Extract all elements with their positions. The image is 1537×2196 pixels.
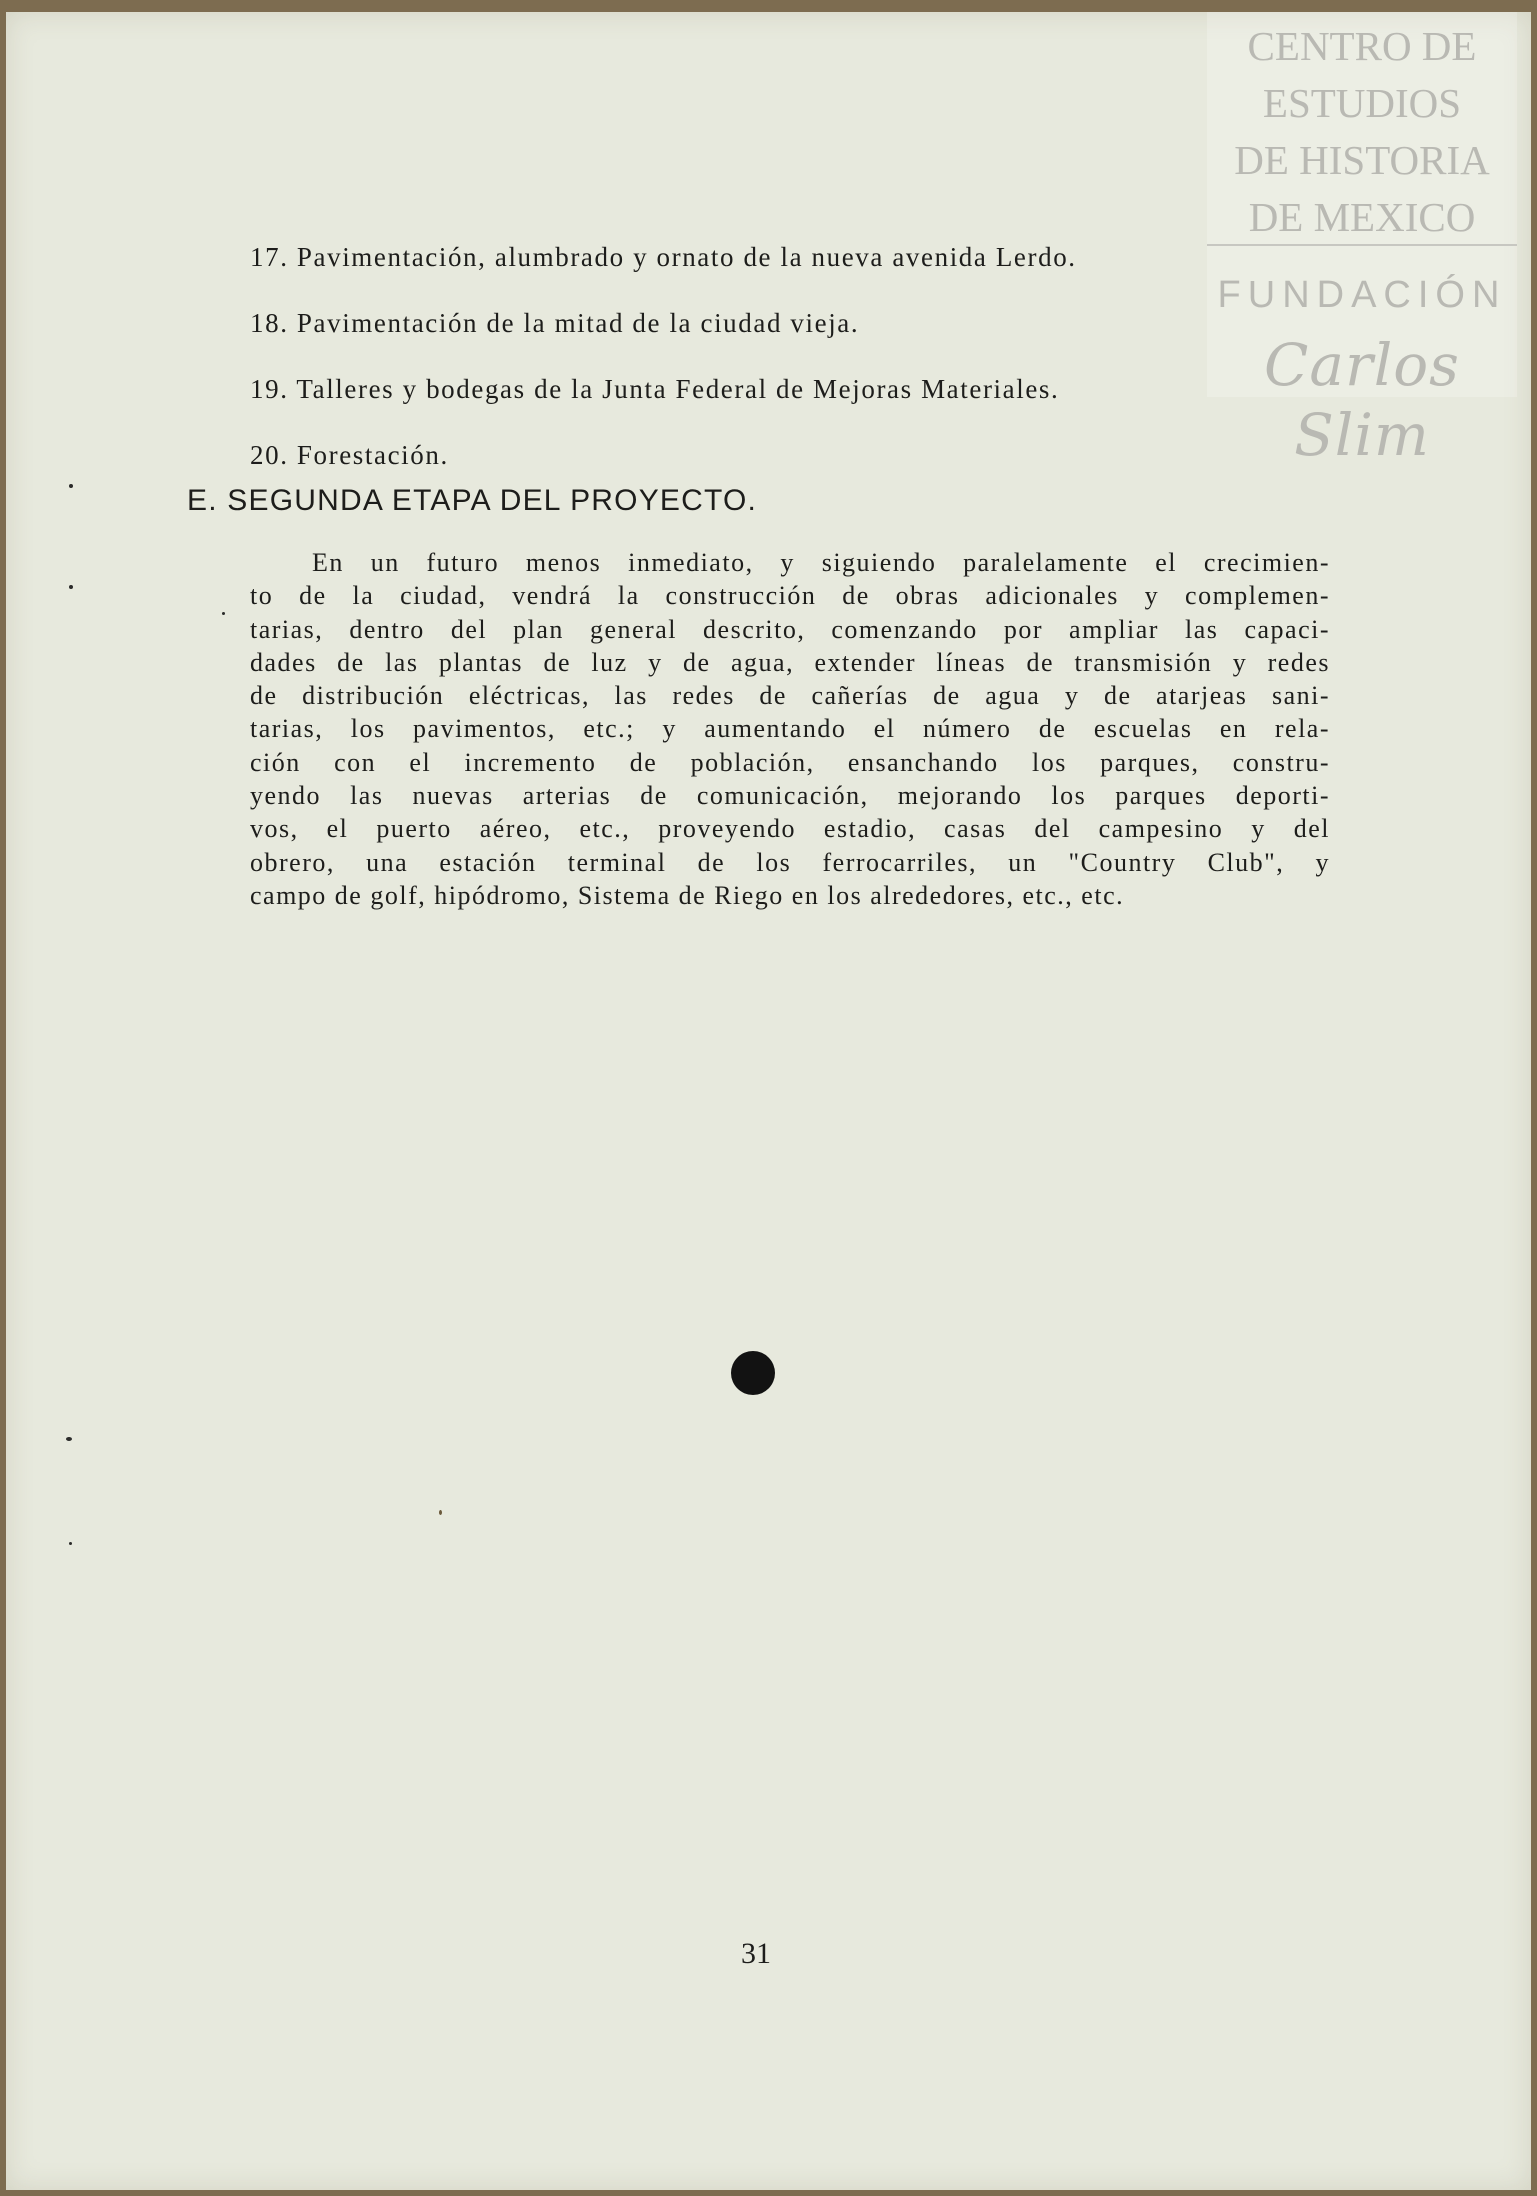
- paragraph-line: tarias, dentro del plan general descrito, comenzando por ampliar las capaci-: [250, 614, 1330, 644]
- paragraph-line: to de la ciudad, vendrá la construcción de obras adicionales y complemen-: [250, 581, 1330, 611]
- body-paragraph: [250, 546, 1330, 912]
- section-heading: E. SEGUNDA ETAPA DEL PROYECTO.: [187, 484, 758, 517]
- paper-speck: [69, 484, 73, 488]
- watermark-line: ESTUDIOS: [1262, 80, 1462, 126]
- document-page: [6, 12, 1531, 2190]
- paragraph-line: tarias, los pavimentos, etc.; y aumentando el número de escuelas en rela-: [250, 714, 1330, 744]
- paragraph-line: de distribución eléctricas, las redes de cañerías de agua y de atarjeas sani-: [250, 681, 1330, 711]
- list-item: 17. Pavimentación, alumbrado y ornato de la nueva avenida Lerdo.: [250, 242, 1077, 272]
- list-item: 18. Pavimentación de la mitad de la ciudad vieja.: [250, 308, 860, 338]
- paragraph-line: En un futuro menos inmediato, y siguiendo paralelamente el crecimien-: [312, 548, 1330, 577]
- paper-speck: [222, 612, 225, 615]
- paragraph-line: ción con el incremento de población, ensanchando los parques, constru-: [250, 747, 1330, 777]
- paper-speck: [66, 1437, 72, 1441]
- paper-speck: [439, 1510, 442, 1515]
- list-item: 19. Talleres y bodegas de la Junta Federal de Mejoras Materiales.: [250, 374, 1060, 404]
- watermark-foundation: FUNDACIÓN: [1217, 274, 1507, 316]
- paper-speck: [69, 1542, 72, 1545]
- watermark-stamp: [1207, 12, 1517, 469]
- list-item: 20. Forestación.: [250, 440, 449, 470]
- paper-speck: [69, 585, 73, 589]
- page-number: 31: [741, 1937, 771, 1970]
- project-works-list: [250, 224, 1077, 488]
- paragraph-line: vos, el puerto aéreo, etc., proveyendo estadio, casas del campesino y del: [250, 814, 1330, 844]
- watermark-signature: Carlos Slim: [1264, 331, 1460, 469]
- watermark-divider: [1207, 244, 1517, 246]
- watermark-line: DE HISTORIA: [1234, 137, 1490, 183]
- watermark-line: CENTRO DE: [1247, 23, 1477, 69]
- paragraph-line: campo de golf, hipódromo, Sistema de Riego en los alrededores, etc., etc.: [250, 880, 1125, 910]
- punch-hole: [731, 1351, 775, 1395]
- paragraph-line: obrero, una estación terminal de los ferrocarriles, un "Country Club", y: [250, 847, 1330, 877]
- paragraph-line: dades de las plantas de luz y de agua, extender líneas de transmisión y redes: [250, 647, 1330, 677]
- paragraph-line: yendo las nuevas arterias de comunicación, mejorando los parques deporti-: [250, 781, 1330, 811]
- watermark-line: DE MEXICO: [1248, 194, 1476, 240]
